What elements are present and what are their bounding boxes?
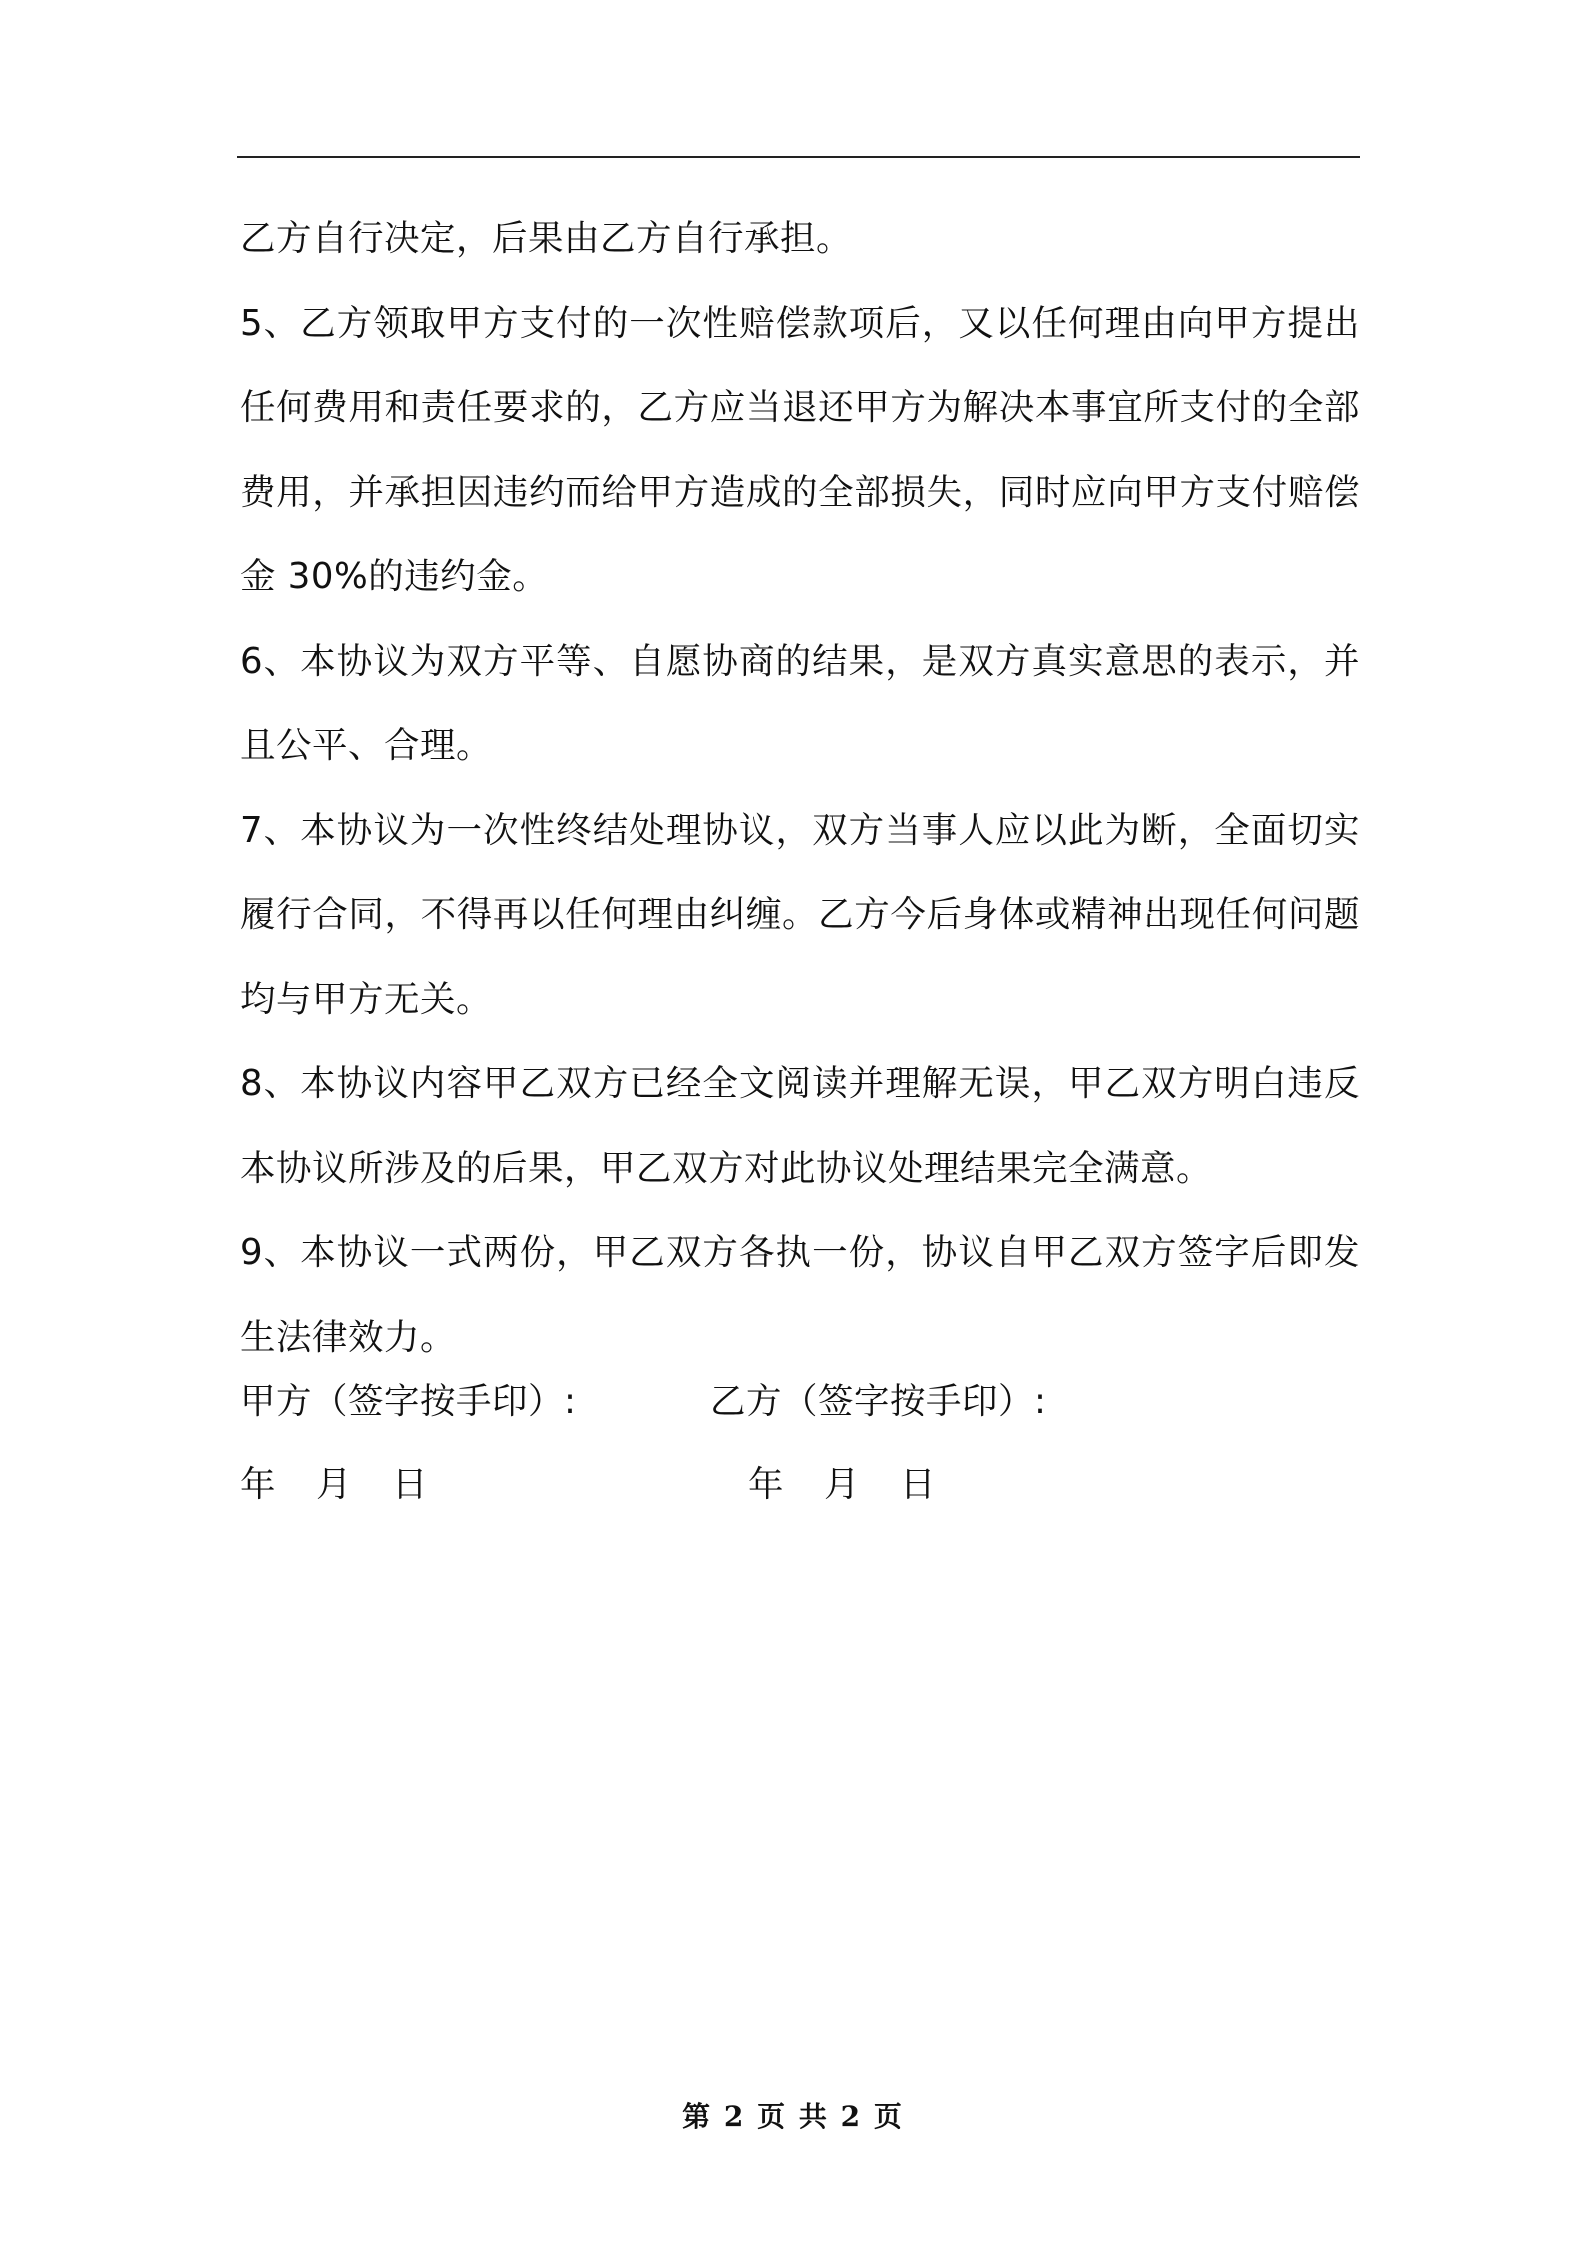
party-a-date-year: 年 bbox=[240, 1464, 277, 1505]
signature-row bbox=[240, 1372, 1360, 1432]
party-b-date bbox=[748, 1455, 976, 1515]
clause-8: 8、本协议内容甲乙双方已经全文阅读并理解无误，甲乙双方明白违反本协议所涉及的后果，甲乙双方对此协议处理结果完全满意。 bbox=[240, 1063, 1360, 1189]
party-a-signature-label: 甲方（签字按手印）: bbox=[240, 1381, 577, 1422]
clause-6: 6、本协议为双方平等、自愿协商的结果，是双方真实意思的表示，并且公平、合理。 bbox=[240, 640, 1360, 766]
party-b-date-year: 年 bbox=[748, 1464, 785, 1505]
clause-7: 7、本协议为一次性终结处理协议，双方当事人应以此为断，全面切实履行合同，不得再以任何理由纠缠。乙方今后身体或精神出现任何问题均与甲方无关。 bbox=[240, 809, 1360, 1020]
clause-9: 9、本协议一式两份，甲乙双方各执一份，协议自甲乙双方签字后即发生法律效力。 bbox=[240, 1232, 1360, 1358]
date-row bbox=[240, 1455, 1360, 1515]
party-a-date-month: 月 bbox=[316, 1464, 353, 1505]
party-a-date-day: 日 bbox=[392, 1464, 429, 1505]
party-b-date-day: 日 bbox=[900, 1464, 937, 1505]
party-b-signature-label: 乙方（签字按手印）: bbox=[710, 1381, 1047, 1422]
document-body bbox=[240, 197, 1360, 1380]
party-a-date bbox=[240, 1455, 468, 1515]
header-rule bbox=[237, 156, 1360, 158]
party-b-date-month: 月 bbox=[824, 1464, 861, 1505]
clause-5: 5、乙方领取甲方支付的一次性赔偿款项后，又以任何理由向甲方提出任何费用和责任要求的，乙方应当退还甲方为解决本事宜所支付的全部费用，并承担因违约而给甲方造成的全部损失，同时应向甲方支付赔偿金 30%的违约金。 bbox=[240, 302, 1360, 597]
paragraph-continuation: 乙方自行决定，后果由乙方自行承担。 bbox=[240, 218, 853, 259]
page-footer: 第 2 页 共 2 页 bbox=[682, 2100, 904, 2133]
